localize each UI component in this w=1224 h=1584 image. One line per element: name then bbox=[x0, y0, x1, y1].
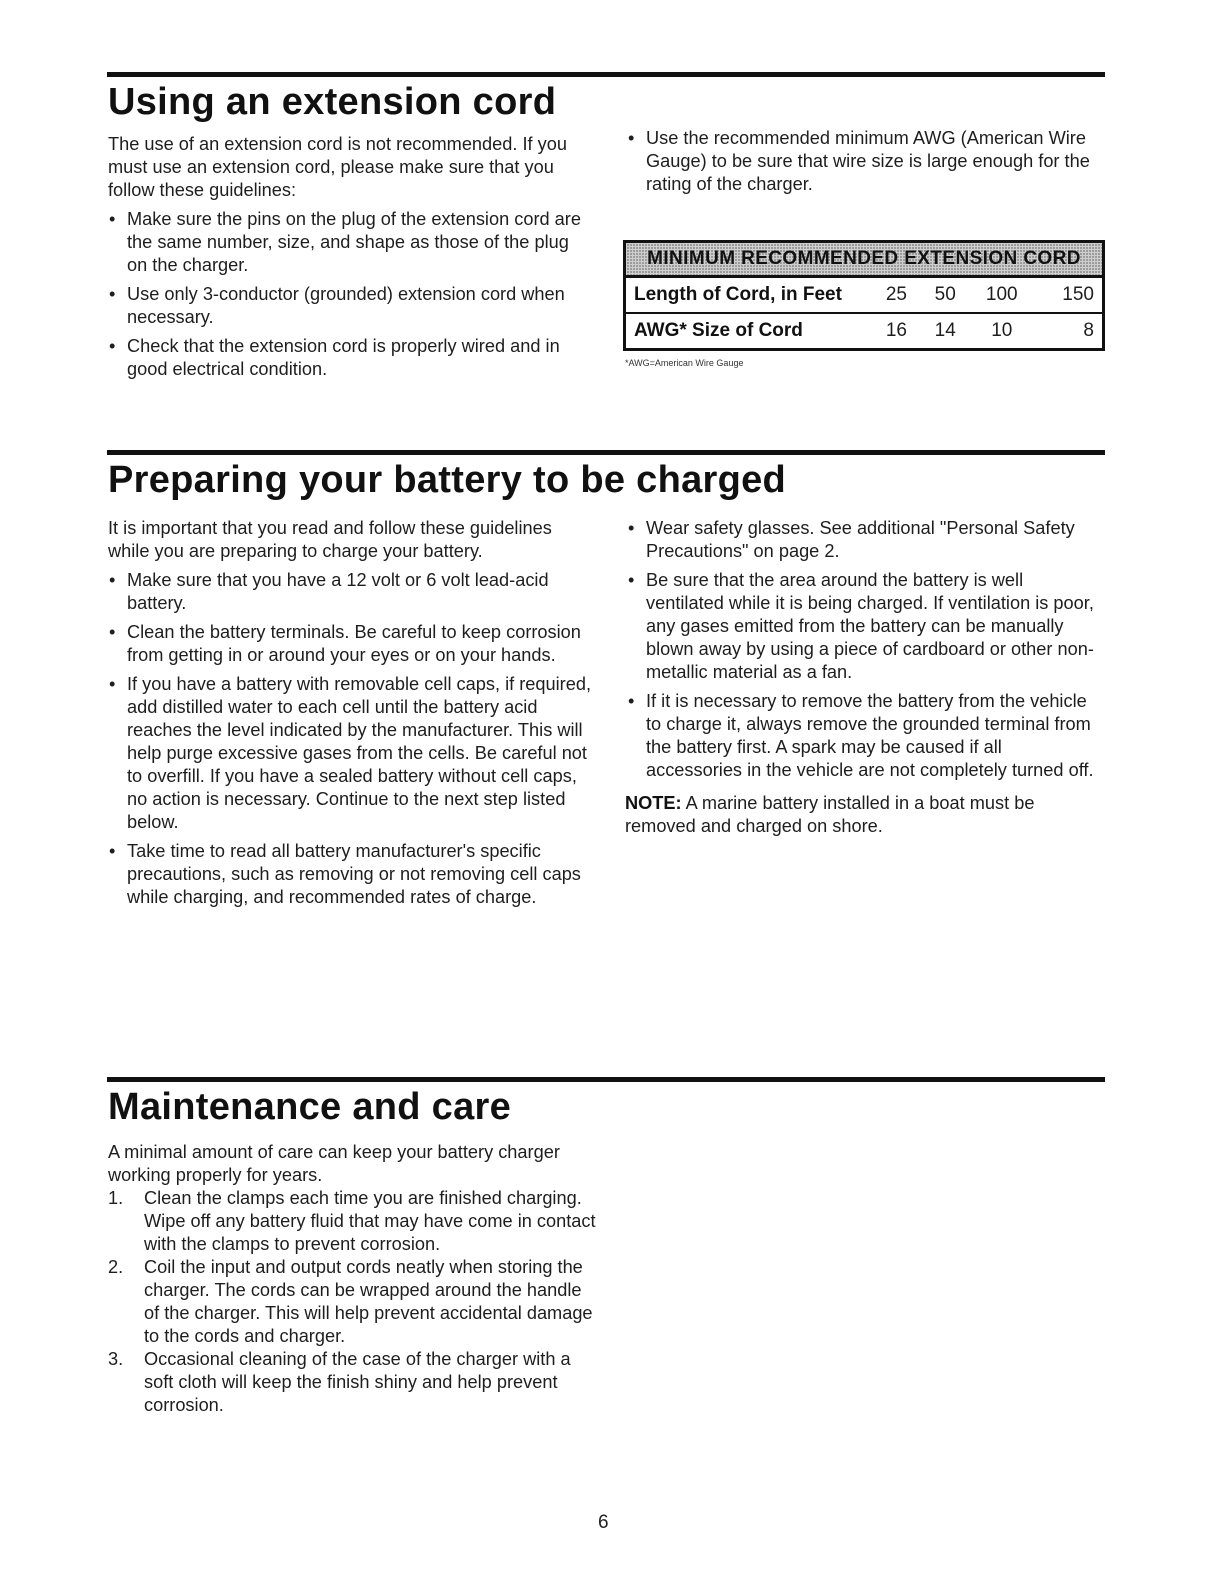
section-title-extension-cord: Using an extension cord bbox=[108, 81, 557, 123]
page-number: 6 bbox=[598, 1512, 609, 1533]
bullet-icon: • bbox=[628, 518, 635, 538]
preparing-right-column bbox=[627, 517, 1102, 838]
section-title-preparing-battery: Preparing your battery to be charged bbox=[108, 459, 787, 501]
extension-guidelines-list bbox=[108, 208, 593, 381]
table-title: MINIMUM RECOMMENDED EXTENSION CORD bbox=[625, 242, 1104, 277]
maintenance-intro: A minimal amount of care can keep your battery charger working properly for years. bbox=[108, 1142, 560, 1185]
table-cell: 100 bbox=[970, 277, 1034, 314]
extension-left-column bbox=[108, 133, 593, 381]
table-cell: 16 bbox=[885, 320, 907, 341]
section-divider bbox=[107, 450, 1105, 455]
table-cell: 8 bbox=[1083, 320, 1094, 341]
list-item: 1. Clean the clamps each time you are finished charging. Wipe off any battery fluid that may have come in contact with the clamps to prevent corrosion. bbox=[108, 1188, 596, 1254]
section-divider bbox=[107, 72, 1105, 77]
list-item: • Check that the extension cord is properly wired and in good electrical condition. bbox=[109, 336, 560, 379]
section-title-maintenance: Maintenance and care bbox=[108, 1086, 512, 1128]
extension-cord-table bbox=[623, 240, 1105, 351]
table-cell: 10 bbox=[991, 320, 1013, 341]
preparing-right-list bbox=[627, 517, 1102, 782]
list-item: • Take time to read all battery manufacturer's specific precautions, such as removing or not removing cell caps while charging, and recommended rates of charge. bbox=[109, 841, 581, 907]
list-item: • Clean the battery terminals. Be careful to keep corrosion from getting in or around your eyes or on your hands. bbox=[109, 622, 581, 665]
bullet-icon: • bbox=[109, 209, 116, 229]
preparing-intro: It is important that you read and follow these guidelines while you are preparing to charge your battery. bbox=[108, 518, 552, 561]
section-divider bbox=[107, 1077, 1105, 1082]
bullet-icon: • bbox=[628, 570, 635, 590]
marine-battery-note bbox=[625, 792, 1102, 838]
step-number: 1. bbox=[108, 1188, 124, 1208]
bullet-icon: • bbox=[109, 622, 116, 642]
bullet-icon: • bbox=[109, 570, 116, 590]
list-item: • Use only 3-conductor (grounded) extension cord when necessary. bbox=[109, 284, 565, 327]
list-item: 3. Occasional cleaning of the case of the charger with a soft cloth will keep the finish shiny and help prevent corrosion. bbox=[108, 1349, 571, 1415]
bullet-icon: • bbox=[109, 841, 116, 861]
maintenance-steps-list bbox=[108, 1187, 598, 1417]
list-item: 2. Coil the input and output cords neatly when storing the charger. The cords can be wrapped around the handle of the charger. This will help prevent accidental damage to the cords and charger. bbox=[108, 1257, 593, 1346]
note-label: NOTE: bbox=[625, 793, 682, 813]
step-number: 3. bbox=[108, 1349, 124, 1369]
table-cell: 25 bbox=[872, 277, 921, 314]
bullet-icon: • bbox=[109, 284, 116, 304]
list-item: • Make sure the pins on the plug of the extension cord are the same number, size, and shape as those of the plug on the charger. bbox=[109, 209, 581, 275]
extension-awg-list bbox=[627, 127, 1097, 196]
list-item: • Wear safety glasses. See additional "Personal Safety Precautions" on page 2. bbox=[628, 518, 1075, 561]
list-item: • Make sure that you have a 12 volt or 6 volt lead-acid battery. bbox=[109, 570, 549, 613]
extension-intro: The use of an extension cord is not recommended. If you must use an extension cord, please make sure that you follow these guidelines: bbox=[108, 134, 567, 200]
extension-right-column bbox=[627, 127, 1097, 196]
bullet-icon: • bbox=[109, 336, 116, 356]
table-row bbox=[625, 313, 1104, 350]
list-item: • If it is necessary to remove the battery from the vehicle to charge it, always remove the grounded terminal from the battery first. A spark may be caused if all accessories in the vehicle are not completely turned off. bbox=[628, 691, 1094, 780]
row-label: Length of Cord, in Feet bbox=[625, 277, 873, 314]
row-label: AWG* Size of Cord bbox=[634, 320, 803, 341]
list-item: • If you have a battery with removable cell caps, if required, add distilled water to each cell until the battery acid reaches the level indicated by the manufacturer. This will help purge excessive gases from the cells. Be careful not to overfill. If you have a sealed battery without cell caps, no action is necessary. Continue to the next step listed below. bbox=[109, 674, 592, 832]
bullet-icon: • bbox=[628, 691, 635, 711]
list-item: • Use the recommended minimum AWG (American Wire Gauge) to be sure that wire size is large enough for the rating of the charger. bbox=[628, 128, 1090, 194]
maintenance-column bbox=[108, 1141, 598, 1417]
preparing-left-list bbox=[108, 569, 593, 909]
bullet-icon: • bbox=[628, 128, 635, 148]
list-item: • Be sure that the area around the battery is well ventilated while it is being charged. If ventilation is poor, any gases emitted from the battery can be manually blown away by using a piece of cardboard or other non-metallic material as a fan. bbox=[628, 570, 1094, 682]
table-cell: 50 bbox=[921, 277, 970, 314]
table-cell: 150 bbox=[1034, 277, 1104, 314]
table-row bbox=[625, 277, 1104, 314]
step-number: 2. bbox=[108, 1257, 124, 1277]
note-text: A marine battery installed in a boat must be removed and charged on shore. bbox=[625, 793, 1035, 836]
preparing-left-column bbox=[108, 517, 593, 909]
table-cell: 14 bbox=[934, 320, 956, 341]
table-footnote: *AWG=American Wire Gauge bbox=[625, 358, 744, 368]
bullet-icon: • bbox=[109, 674, 116, 694]
